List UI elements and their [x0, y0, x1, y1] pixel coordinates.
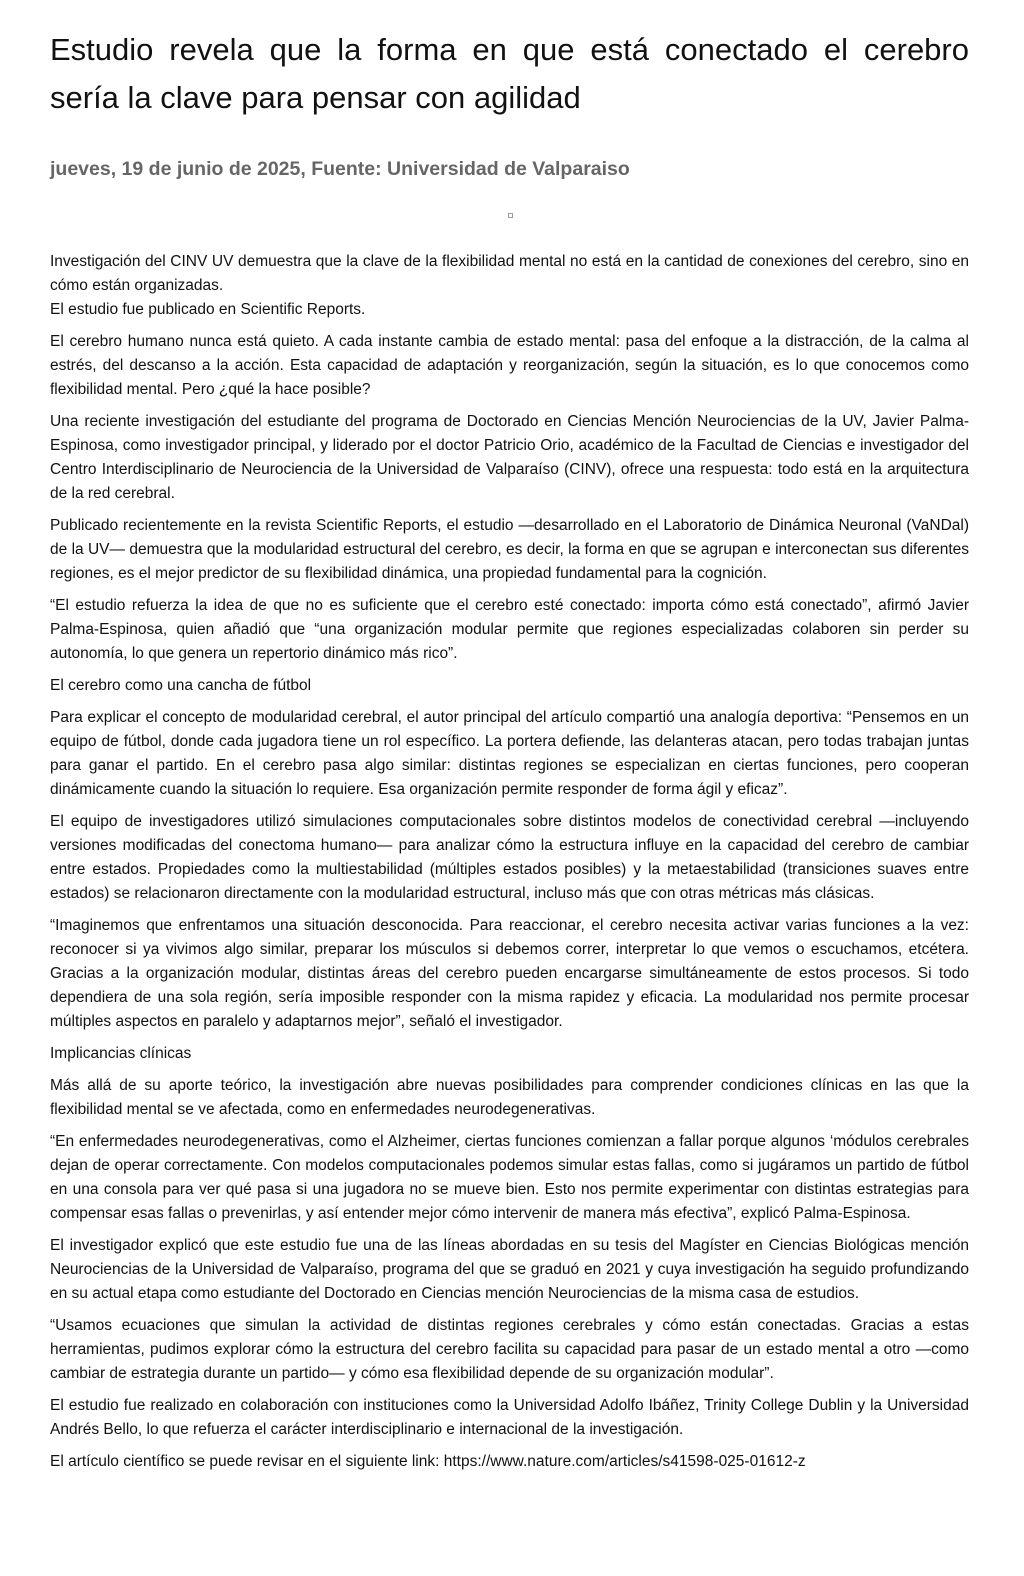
article-paragraph: “Usamos ecuaciones que simulan la actividad de distintas regiones cerebrales y cómo están conectadas. Gracias a estas herramientas, pudimos explorar cómo la estructura del cerebro facilita su capacidad para pasar de un estado mental a otro —como cambiar de estrategia durante un partido— y cómo esa flexibilidad depende de su organización modular”. — [50, 1317, 969, 1382]
broken-image-icon — [508, 213, 513, 218]
article-link-line — [50, 1450, 969, 1474]
article-paragraph: “Imaginemos que enfrentamos una situación desconocida. Para reaccionar, el cerebro necesita activar varias funciones a la vez: reconocer si ya vivimos algo similar, preparar los músculos si debemos correr, interpretar lo que vemos o escuchamos, etcétera. Gracias a la organización modular, distintas áreas del cerebro pueden encargarse simultáneamente de estos procesos. Si todo dependiera de una sola región, sería imposible responder con la misma rapidez y eficacia. La modularidad nos permite procesar múltiples aspectos en paralelo y adaptarnos mejor”, señaló el investigador. — [50, 917, 969, 1030]
article-paragraph: “El estudio refuerza la idea de que no es suficiente que el cerebro esté conectado: importa cómo está conectado”, afirmó Javier Palma-Espinosa, quien añadió que “una organización modular permite que regiones especializadas colaboren sin perder su autonomía, lo que genera un repertorio dinámico más rico”. — [50, 597, 969, 662]
article-paragraph: Más allá de su aporte teórico, la investigación abre nuevas posibilidades para comprender condiciones clínicas en las que la flexibilidad mental se ve afectada, como en enfermedades neurodegenerativas. — [50, 1077, 969, 1118]
article-paragraph: El investigador explicó que este estudio fue una de las líneas abordadas en su tesis del Magíster en Ciencias Biológicas mención Neurociencias de la Universidad de Valparaíso, programa del que se graduó en 2021 y cuya investigación ha seguido profundizando en su actual etapa como estudiante del Doctorado en Ciencias mención Neurociencias de la misma casa de estudios. — [50, 1237, 969, 1302]
news-article — [50, 0, 969, 1474]
article-title: Estudio revela que la forma en que está conectado el cerebro sería la clave para pensar con agilidad — [50, 32, 969, 115]
article-paragraph: “En enfermedades neurodegenerativas, como el Alzheimer, ciertas funciones comienzan a fallar porque algunos ‘módulos cerebrales dejan de operar correctamente. Con modelos computacionales podemos simular estas fallas, como si jugáramos un partido de fútbol en una consola para ver qué pasa si una jugadora no se mueve bien. Esto nos permite experimentar con distintas estrategias para compensar esas fallas o prevenirlas, y así entender mejor cómo intervenir de manera más efectiva”, explicó Palma-Espinosa. — [50, 1133, 969, 1222]
article-date-source: jueves, 19 de junio de 2025, Fuente: Universidad de Valparaiso — [50, 158, 630, 180]
article-body — [50, 250, 969, 1474]
article-paragraph: Una reciente investigación del estudiante del programa de Doctorado en Ciencias Mención Neurociencias de la UV, Javier Palma-Espinosa, como investigador principal, y liderado por el doctor Patricio Orio, académico de la Facultad de Ciencias e investigador del Centro Interdisciplinario de Neurociencia de la Universidad de Valparaíso (CINV), ofrece una respuesta: todo está en la arquitectura de la red cerebral. — [50, 413, 969, 502]
article-paragraph: El cerebro humano nunca está quieto. A cada instante cambia de estado mental: pasa del enfoque a la distracción, de la calma al estrés, del descanso a la acción. Esta capacidad de adaptación y reorganización, según la situación, es lo que conocemos como flexibilidad mental. Pero ¿qué la hace posible? — [50, 333, 969, 398]
article-lead — [50, 250, 969, 322]
article-paragraph: Para explicar el concepto de modularidad cerebral, el autor principal del artículo compartió una analogía deportiva: “Pensemos en un equipo de fútbol, donde cada jugadora tiene un rol específico. La portera defiende, las delanteras atacan, pero todas trabajan juntas para ganar el partido. En el cerebro pasa algo similar: distintas regiones se especializan en ciertas funciones, pero cooperan dinámicamente cuando la situación lo requiere. Esa organización permite responder de forma ágil y eficaz”. — [50, 709, 969, 798]
article-paragraph: El equipo de investigadores utilizó simulaciones computacionales sobre distintos modelos de conectividad cerebral —incluyendo versiones modificadas del conectoma humano— para analizar cómo la estructura influye en la capacidad del cerebro de cambiar entre estados. Propiedades como la multiestabilidad (múltiples estados posibles) y la metaestabilidad (transiciones suaves entre estados) se relacionaron directamente con la modularidad estructural, incluso más que con otras métricas más clásicas. — [50, 813, 969, 902]
section-heading-cancha: El cerebro como una cancha de fútbol — [50, 677, 312, 694]
lead-line: Investigación del CINV UV demuestra que la clave de la flexibilidad mental no está en la cantidad de conexiones del cerebro, sino en cómo están organizadas. — [50, 253, 969, 294]
section-heading-implicancias: Implicancias clínicas — [50, 1045, 192, 1062]
nature-article-link[interactable]: https://www.nature.com/articles/s41598-025-01612-z — [443, 1453, 806, 1470]
link-prefix: El artículo científico se puede revisar en el siguiente link: — [50, 1453, 444, 1470]
article-paragraph: El estudio fue realizado en colaboración con instituciones como la Universidad Adolfo Ibáñez, Trinity College Dublin y la Universidad Andrés Bello, lo que refuerza el carácter interdisciplinario e internacional de la investigación. — [50, 1397, 969, 1438]
lead-line: El estudio fue publicado en Scientific Reports. — [50, 301, 366, 318]
article-paragraph: Publicado recientemente en la revista Scientific Reports, el estudio —desarrollado en el Laboratorio de Dinámica Neuronal (VaNDal) de la UV— demuestra que la modularidad estructural del cerebro, es decir, la forma en que se agrupan e interconectan sus diferentes regiones, es el mejor predictor de su flexibilidad dinámica, una propiedad fundamental para la cognición. — [50, 517, 969, 582]
